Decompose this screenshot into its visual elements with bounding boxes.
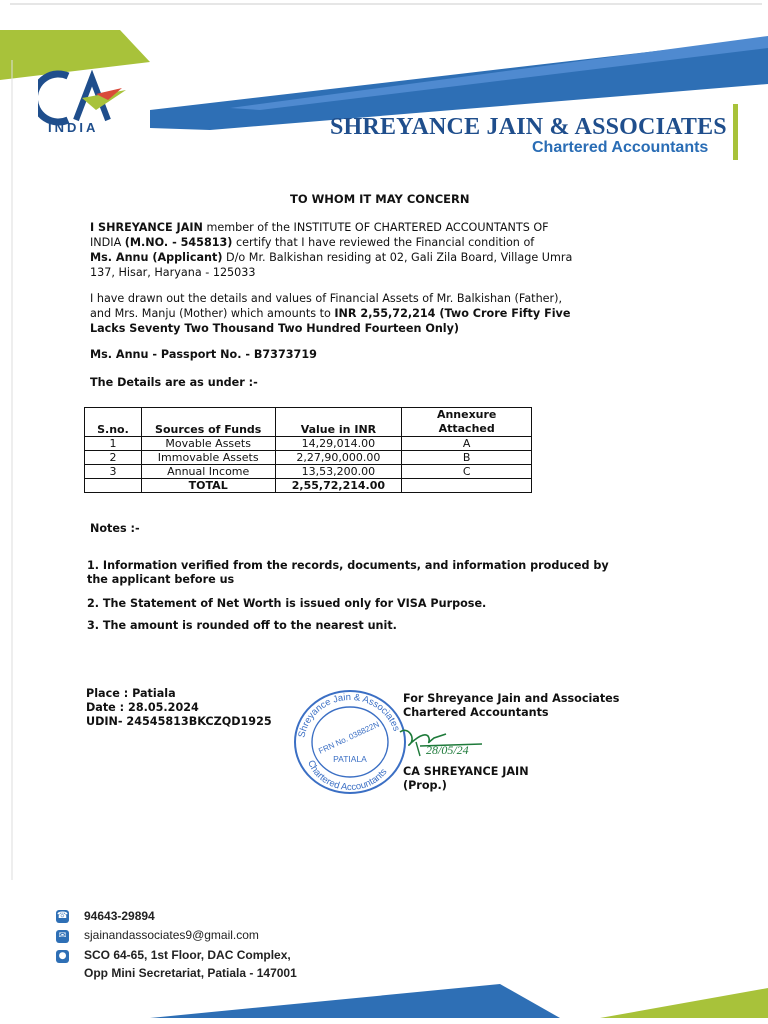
note-1-line2: the applicant before us <box>87 573 235 586</box>
cell-empty <box>85 479 142 493</box>
signatory-name: CA SHREYANCE JAIN <box>403 765 529 778</box>
footer-email: sjainandassociates9@gmail.com <box>84 928 259 942</box>
p1-line4: 137, Hisar, Haryana - 125033 <box>90 266 256 279</box>
header-accent-bar <box>733 104 738 160</box>
udin: UDIN- 24545813BKCZQD1925 <box>86 715 272 728</box>
stamp-city: PATIALA <box>333 754 367 764</box>
paragraph-assets <box>90 291 570 336</box>
cell-sno: 1 <box>85 437 142 451</box>
footer-green-swoosh <box>600 988 768 1018</box>
total-value: 2,55,72,214.00 <box>275 479 402 493</box>
footer-address-line2: Opp Mini Secretariat, Patiala - 147001 <box>84 966 297 980</box>
footer-blue-swoosh <box>150 984 560 1018</box>
passport-line: Ms. Annu - Passport No. - B7373719 <box>90 348 317 361</box>
notes-list <box>87 559 609 633</box>
firm-name: SHREYANCE JAIN & ASSOCIATES <box>330 114 727 140</box>
location-icon: ● <box>56 950 69 963</box>
p2-line2a: and Mrs. Manju (Mother) which amounts to <box>90 307 335 320</box>
p1-line2a: INDIA <box>90 236 125 249</box>
logo-country-label: INDIA <box>48 120 99 135</box>
date: Date : 28.05.2024 <box>86 701 199 714</box>
cell-value: 14,29,014.00 <box>275 437 402 451</box>
col-annexure-line2: Attached <box>438 422 495 435</box>
footer-phone: 94643-29894 <box>84 909 155 923</box>
applicant-name: Ms. Annu (Applicant) <box>90 251 223 264</box>
stamp-top-text: Shreyance Jain & Associates <box>296 691 402 739</box>
membership-number: (M.NO. - 545813) <box>124 236 233 249</box>
table-row <box>85 465 532 479</box>
mail-icon: ✉ <box>56 930 69 943</box>
total-label: TOTAL <box>141 479 275 493</box>
table-header-row <box>85 408 532 437</box>
certifier-name: I SHREYANCE JAIN <box>90 221 203 234</box>
total-amount-text: INR 2,55,72,214 (Two Crore Fifty Five <box>334 307 571 320</box>
phone-icon: ☎ <box>56 911 69 921</box>
firm-role: Chartered Accountants <box>403 706 549 719</box>
cell-source: Movable Assets <box>141 437 275 451</box>
col-sno: S.no. <box>85 408 142 437</box>
col-value: Value in INR <box>275 408 402 437</box>
cell-annex: A <box>402 437 532 451</box>
p2-line3: Lacks Seventy Two Thousand Two Hundred Fourteen Only) <box>90 322 460 335</box>
cell-sno: 3 <box>85 465 142 479</box>
footer-address-line1: SCO 64-65, 1st Floor, DAC Complex, <box>84 948 291 962</box>
place: Place : Patiala <box>86 687 176 700</box>
stamp-seal <box>292 688 408 796</box>
firm-stamp <box>292 688 408 796</box>
ca-india-logo <box>38 70 130 138</box>
signature <box>394 724 484 760</box>
note-2: 2. The Statement of Net Worth is issued only for VISA Purpose. <box>87 597 487 610</box>
signature-date: 28/05/24 <box>426 743 469 757</box>
stamp-bottom-text: Chartered Accountants <box>305 758 390 794</box>
stamp-frn: FRN No. 038822N <box>317 719 381 756</box>
cell-source: Annual Income <box>141 465 275 479</box>
note-1-line1: 1. Information verified from the records, documents, and information produced by <box>87 559 609 572</box>
for-firm: For Shreyance Jain and Associates <box>403 692 620 705</box>
col-source: Sources of Funds <box>141 408 275 437</box>
funds-table <box>84 407 532 493</box>
signatory-block <box>403 765 529 793</box>
notes-title: Notes :- <box>90 522 140 535</box>
p2-line1: I have drawn out the details and values of Financial Assets of Mr. Balkishan (Father), <box>90 292 563 305</box>
note-3: 3. The amount is rounded off to the nearest unit. <box>87 619 397 632</box>
p1-line3: D/o Mr. Balkishan residing at 02, Gali Zila Board, Village Umra <box>222 251 573 264</box>
table-row <box>85 437 532 451</box>
cell-annex: B <box>402 451 532 465</box>
paragraph-certification <box>90 220 572 280</box>
signatory-role: (Prop.) <box>403 779 447 792</box>
letter-heading: TO WHOM IT MAY CONCERN <box>290 192 470 206</box>
signature-block <box>403 692 619 720</box>
table-total-row <box>85 479 532 493</box>
issue-details <box>86 687 272 729</box>
firm-subtitle: Chartered Accountants <box>532 139 709 156</box>
cell-value: 2,27,90,000.00 <box>275 451 402 465</box>
p1-line1: member of the INSTITUTE OF CHARTERED ACCOUNTANTS OF <box>202 221 549 234</box>
table-row <box>85 451 532 465</box>
cell-source: Immovable Assets <box>141 451 275 465</box>
col-annexure <box>402 408 532 437</box>
cell-value: 13,53,200.00 <box>275 465 402 479</box>
col-annexure-line1: Annexure <box>436 408 497 421</box>
cell-sno: 2 <box>85 451 142 465</box>
details-label: The Details are as under :- <box>90 376 258 389</box>
cell-annex: C <box>402 465 532 479</box>
p1-line2b: certify that I have reviewed the Financial condition of <box>232 236 535 249</box>
cell-empty <box>402 479 532 493</box>
